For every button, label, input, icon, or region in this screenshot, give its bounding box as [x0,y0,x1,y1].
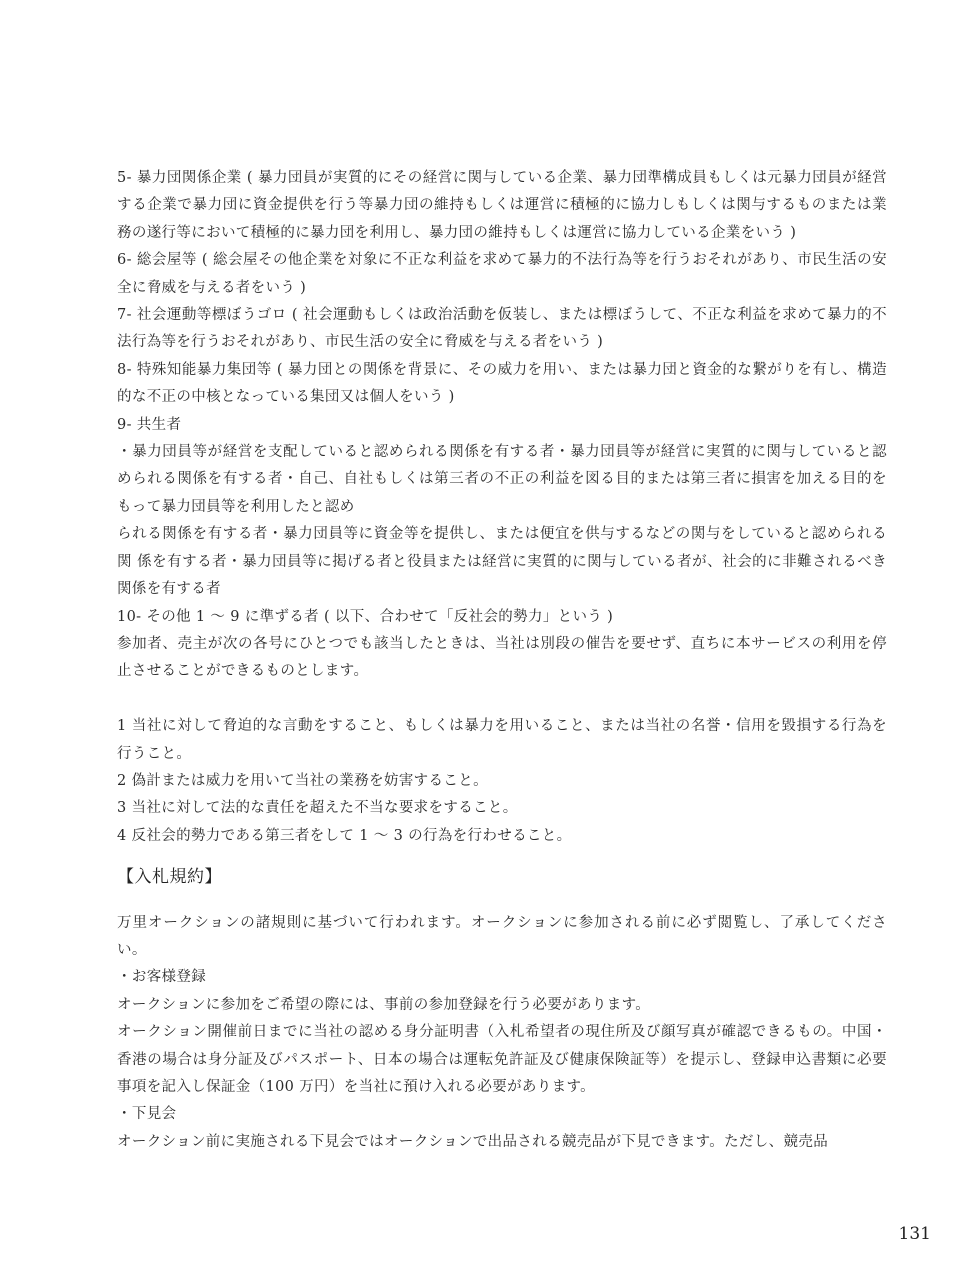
subheading-preview: ・下見会 [117,1106,177,1123]
paragraph-shakai-undo-goro: 7- 社会運動等標ぼうゴロ ( 社会運動もしくは政治活動を仮装し、または標ぼうして、不正な利益を求めて暴力的不法行為等を行うおそれがあり、市民生活の安全に脅威を与える者をいう ) [117,307,887,351]
paragraph-kyoseisha-detail-1: ・暴力団員等が経営を支配していると認められる関係を有する者・暴力団員等が経営に実質的に関与していると認められる関係を有する者・自己、自社もしくは第三者の不正の利益を図る目的または第三者に損害を加える目的をもって暴力団員等を利用したと認め [117,444,887,515]
list-item-1: 1 当社に対して脅迫的な言動をすること、もしくは暴力を用いること、または当社の名誉・信用を毀損する行為を行うこと。 [117,718,887,762]
paragraph-registration-required: オークションに参加をご希望の際には、事前の参加登録を行う必要があります。 [117,996,651,1013]
subheading-customer-registration: ・お客様登録 [117,969,207,986]
paragraph-sokaiya: 6- 総会屋等 ( 総会屋その他企業を対象に不正な利益を求めて暴力的不法行為等を行うおそれがあり、市民生活の安全に脅威を与える者をいう ) [117,252,887,296]
page-body [117,165,887,1156]
list-item-4: 4 反社会的勢力である第三者をして 1 〜 3 の行為を行わせること。 [117,827,572,844]
paragraph-preview-details: オークション前に実施される下見会ではオークションで出品される競売品が下見できます。ただし、競売品 [117,1133,829,1150]
paragraph-service-suspension: 参加者、売主が次の各号にひとつでも該当したときは、当社は別段の催告を要せず、直ちに本サービスの利用を停止させることができるものとします。 [117,635,887,680]
paragraph-boryokudan-kankei-kigyo: 5- 暴力団関係企業 ( 暴力団員が実質的にその経営に関与している企業、暴力団準構成員もしくは元暴力団員が経営する企業で暴力団に資金提供を行う等暴力団の維持もしくは運営に積極的に協力しもしくは関与するものまたは業務の遂行等において積極的に暴力団を利用し、暴力団の維持もしくは運営に協力している企業をいう ) [117,170,887,241]
list-item-2: 2 偽計または威力を用いて当社の業務を妨害すること。 [117,772,488,789]
paragraph-tokushu-chino-shudan: 8- 特殊知能暴力集団等 ( 暴力団との関係を背景に、その威力を用い、または暴力団と資金的な繋がりを有し、構造的な不正の中核となっている集団又は個人をいう ) [117,361,887,406]
list-item-3: 3 当社に対して法的な責任を超えた不当な要求をすること。 [117,800,518,817]
paragraph-registration-details: オークション開催前日までに当社の認める身分証明書（入札希望者の現住所及び顔写真が確認できるもの。中国・香港の場合は身分証及びパスポート、日本の場合は運転免許証及び健康保険証等）を提示し、登録申込書類に必要事項を記入し保証金（100 万円）を当社に預け入れる必要があります。 [117,1024,887,1095]
paragraph-hanshakai-definition: 10- その他 1 〜 9 に準ずる者 ( 以下、合わせて「反社会的勢力」という ) [117,608,614,625]
paragraph-kyoseisha-title: 9- 共生者 [117,416,182,433]
paragraph-intro: 万里オークションの諸規則に基づいて行われます。オークションに参加される前に必ず閲覧し、了承してください。 [117,914,887,958]
section-heading-bidding-terms: 【入札規約】 [117,867,222,888]
blank-line [117,686,887,713]
page-number: 131 [898,1224,931,1244]
paragraph-kyoseisha-detail-2: られる関係を有する者・暴力団員等に資金等を提供し、または便宜を供与するなどの関与をしていると認められる関 係を有する者・暴力団員等に掲げる者と役員または経営に実質的に関与している者が、社会的に非難されるべき関係を有する者 [117,526,887,598]
